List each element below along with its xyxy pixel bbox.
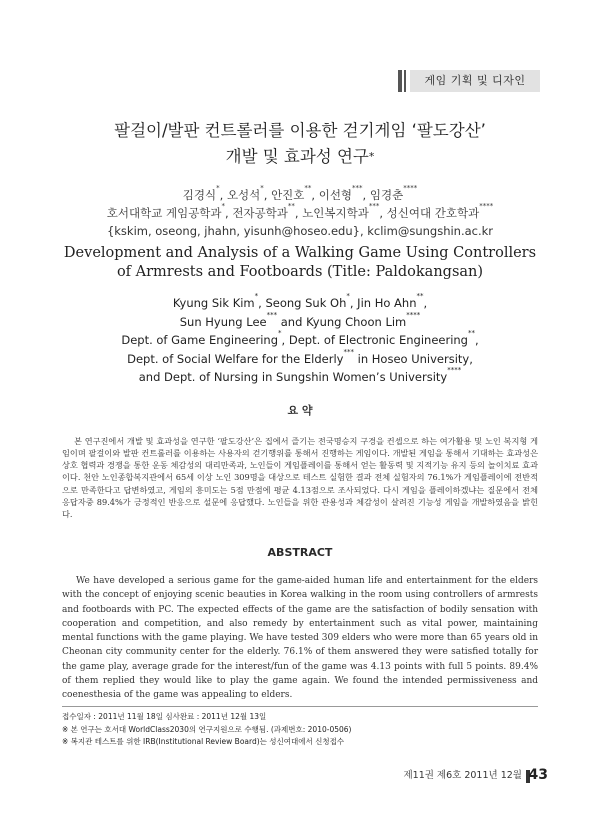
section-tag-label: 게임 기획 및 디자인 xyxy=(410,70,540,92)
title-english-line1: Development and Analysis of a Walking Game Using Controllers xyxy=(63,245,537,261)
author-en-4: Sun Hyung Lee xyxy=(179,314,267,329)
department-en-3: Dept. of Social Welfare for the Elderly xyxy=(127,351,344,366)
author-en-2: Seong Suk Oh xyxy=(265,296,347,310)
author-ko-4: 이선형 xyxy=(318,188,353,202)
affiliation-ko-1-mark: * xyxy=(221,202,226,210)
author-emails: {kskim, oseong, jhahn, yisunh@hoseo.edu}, kclim@sungshin.ac.kr xyxy=(106,224,494,238)
footnote-funding: ※ 본 연구는 호서대 WorldClass2030의 연구지원으로 수행됨. (과제번호: 2010-0506) xyxy=(62,724,352,734)
title-korean-line2-wrap xyxy=(40,144,560,170)
author-ko-1: 김경식 xyxy=(182,188,217,202)
footnote-irb: ※ 복지관 테스트를 위한 IRB(Institutional Review Board)는 성신여대에서 신청접수 xyxy=(62,737,345,746)
department-en-4: and Dept. of Nursing in Sungshin Women’s University xyxy=(138,370,448,384)
authors-korean xyxy=(40,186,560,240)
department-en-2-mark: ** xyxy=(467,329,475,337)
author-ko-2-mark: * xyxy=(260,184,264,192)
department-en-3-mark: *** xyxy=(343,347,354,356)
affiliation-ko-1: 호서대학교 게임공학과 xyxy=(106,206,222,220)
author-en-1: Kyung Sik Kim xyxy=(172,296,255,310)
author-en-3: Jin Ho Ahn xyxy=(357,296,417,310)
abstract-english: We have developed a serious game for the game-aided human life and entertainment for the elders with the concept of enjoying scenic beauties in Korea walking in the room using controllers of armrests and footboards with PC. The expected effects of the game are the satisfaction of bodily sensation with cooperation and competition, and also remedy by entertainment such as vital power, maintaining mental functions with the game playing. We have tested 309 elders who were more than 65 years old in Cheonan city community center for the elderly. 76.1% of them answered they were satisfied totally for the game play, average grade for the interest/fun of the game was 4.13 points with full 5 points. 89.4% of them replied they would like to play the game again. We found the intended permissiveness and coenesthesia of the game was appealing to elders. xyxy=(62,576,538,701)
title-korean xyxy=(40,118,560,170)
department-en-1-mark: * xyxy=(278,329,282,337)
authors-korean-names: 김경식*, 오성석*, 안진호**, 이선형***, 임경춘**** xyxy=(182,184,418,202)
affiliation-ko-2-mark: ** xyxy=(287,202,295,210)
department-line1: Dept. of Game Engineering*, Dept. of Electronic Engineering**, xyxy=(121,329,479,347)
affiliation-ko-2: 전자공학과 xyxy=(232,206,288,220)
affiliation-ko-4-mark: **** xyxy=(479,202,494,210)
author-ko-3: 안진호 xyxy=(271,188,305,202)
author-en-2-mark: * xyxy=(346,292,350,300)
author-ko-5: 임경춘 xyxy=(369,188,404,202)
page-footer xyxy=(398,768,548,784)
department-en-2: Dept. of Electronic Engineering xyxy=(288,333,468,347)
page-number: 43 xyxy=(528,767,548,783)
title-english-line2: of Armrests and Footboards (Title: Paldokangsan) xyxy=(116,264,484,280)
title-korean-line2: 개발 및 효과성 연구 xyxy=(225,147,369,166)
section-tag-marker xyxy=(398,70,408,92)
department-en-1: Dept. of Game Engineering xyxy=(121,333,279,347)
section-tag xyxy=(398,70,540,92)
author-ko-5-mark: **** xyxy=(403,184,418,192)
authors-english xyxy=(40,294,560,387)
author-ko-3-mark: ** xyxy=(304,184,312,192)
title-korean-line1: 팔걸이/발판 컨트롤러를 이용한 걷기게임 ‘팔도강산’ xyxy=(114,121,486,140)
department-line2 xyxy=(40,347,560,369)
department-en-3-rest: in Hoseo University, xyxy=(357,351,473,366)
affiliation-ko-3: 노인복지학과 xyxy=(302,206,369,220)
authors-english-line1: Kyung Sik Kim*, Seong Suk Oh*, Jin Ho Ahn**, xyxy=(172,292,428,310)
title-footnote-mark: * xyxy=(368,150,375,163)
author-en-1-mark: * xyxy=(254,292,259,300)
summary-heading: 요 약 xyxy=(287,404,313,417)
journal-issue: 제11권 제6호 2011년 12월 xyxy=(403,770,522,781)
author-en-3-mark: ** xyxy=(416,292,424,300)
author-ko-1-mark: * xyxy=(216,184,220,192)
affiliation-ko-3-mark: *** xyxy=(368,202,380,210)
footnote-divider xyxy=(62,706,538,707)
author-ko-4-mark: *** xyxy=(352,184,363,192)
title-english xyxy=(40,244,560,282)
footnote-received: 접수일자 : 2011년 11월 18일 심사완료 : 2011년 12월 13일 xyxy=(62,712,267,721)
author-ko-2: 오성석 xyxy=(226,188,261,202)
abstract-heading: ABSTRACT xyxy=(267,546,333,559)
authors-english-line2: Sun Hyung Lee*** and Kyung Choon Lim**** xyxy=(179,310,421,329)
author-en-4-mark: *** xyxy=(266,310,278,319)
department-en-4-mark: **** xyxy=(447,366,462,374)
affiliations-korean: 호서대학교 게임공학과*, 전자공학과**, 노인복지학과***, 성신여대 간호학과**** xyxy=(106,202,494,220)
department-line3 xyxy=(40,368,560,387)
footnotes xyxy=(62,711,538,749)
author-en-5-mark: **** xyxy=(406,310,421,319)
affiliation-ko-4: 성신여대 간호학과 xyxy=(386,206,480,220)
author-en-5: Kyung Choon Lim xyxy=(306,314,407,329)
summary-korean: 본 연구진에서 개발 및 효과성을 연구한 ‘팔도강산’은 집에서 즐기는 전국명승지 구경을 컨셉으로 하는 여가활용 및 노인 복지형 게임이며 팔걸이와 발판 컨트롤러를 이용하는 사용자의 걷기행위를 통해서 진행하는 게임이다. 개발된 게임을 통해서 기대하는 효과성은 상호 협력과 경쟁을 통한 운동 체감성의 대리만족과, 노인들이 게임플레이를 통해서 얻는 활동력 및 지적기능 유지 등의 놀이치료 효과이다. 천안 노인종합복지관에서 65세 이상 노인 309명을 대상으로 테스트 실험한 결과 전체 실험자의 76.1%가 게임플레이에 전반적으로 만족한다고 답변하였고, 게임의 흥미도는 5점 만점에 평균 4.13점으로 조사되었다. 다시 게임을 플레이하겠냐는 질문에서 전체 응답자중 89.4%가 긍정적인 반응으로 설문에 응답했다. 노인들을 위한 관용성과 체감성이 살려진 기능성 게임을 개발하였음을 밝힌다. xyxy=(62,436,538,519)
